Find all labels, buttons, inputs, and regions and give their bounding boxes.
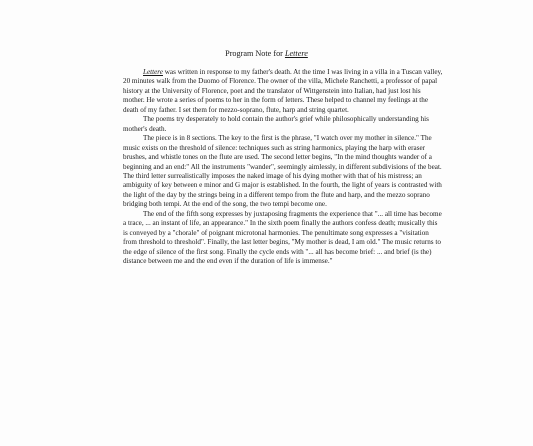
- document-title: [0, 49, 533, 58]
- paragraph-1-work-name: Lettere: [143, 68, 163, 76]
- paragraph-2: The poems try desperately to hold contain the author's grief while philosophically understanding his mother's death.: [123, 115, 429, 133]
- paragraph-1: [123, 68, 443, 115]
- document-body: [123, 68, 443, 267]
- paragraph-4: The end of the fifth song expresses by juxtaposing fragments the experience that "... all time has become a trace, ... an instant of life, an appearance." In the sixth poem finally the authors confess death; musically this is conveyed by a "chorale" of poignant microtonal harmonies. The penultimate song expresses a "visitation from threshold to threshold". Finally, the last letter begins, "My mother is dead, I am old." The music returns to the edge of silence of the first song. Finally the cycle ends with "... all has become brief: ... and brief (is the) distance between me and the end even if the duration of life is immense.": [123, 209, 442, 266]
- title-prefix: Program Note for: [225, 49, 285, 58]
- paragraph-1-text: was written in response to my father's death. At the time I was living in a villa in a Tuscan valley, 20 minutes walk from the Duomo of Florence. The owner of the villa, Michele Ranchetti, a professor of papal history at the University of Florence, poet and the translator of Wittgenstein into Italian, had just lost his mother. He wrote a series of poems to her in the form of letters. These helped to channel my feelings at the death of my father. I set them for mezzo-soprano, flute, harp and string quartet.: [123, 68, 443, 114]
- paragraph-3: The piece is in 8 sections. The key to the first is the phrase, "I watch over my mother in silence." The music exists on the threshold of silence: techniques such as string harmonics, playing the harp with eraser brushes, and whistle tones on the flute are used. The second letter begins, "In the mind thoughts wander of a beginning and an end:" All the instruments "wander", seemingly aimlessly, in different subdivisions of the beat. The third letter surrealistically imposes the naked image of his dying mother with that of his mistress; an ambiguity of key between e minor and G major is established. In the fourth, the light of years is contrasted with the light of the day by the strings being in a different tempo from the flute and harp, and the mezzo soprano bridging both tempi. At the end of the song, the two tempi become one.: [123, 134, 442, 209]
- title-work-name: Lettere: [284, 49, 308, 58]
